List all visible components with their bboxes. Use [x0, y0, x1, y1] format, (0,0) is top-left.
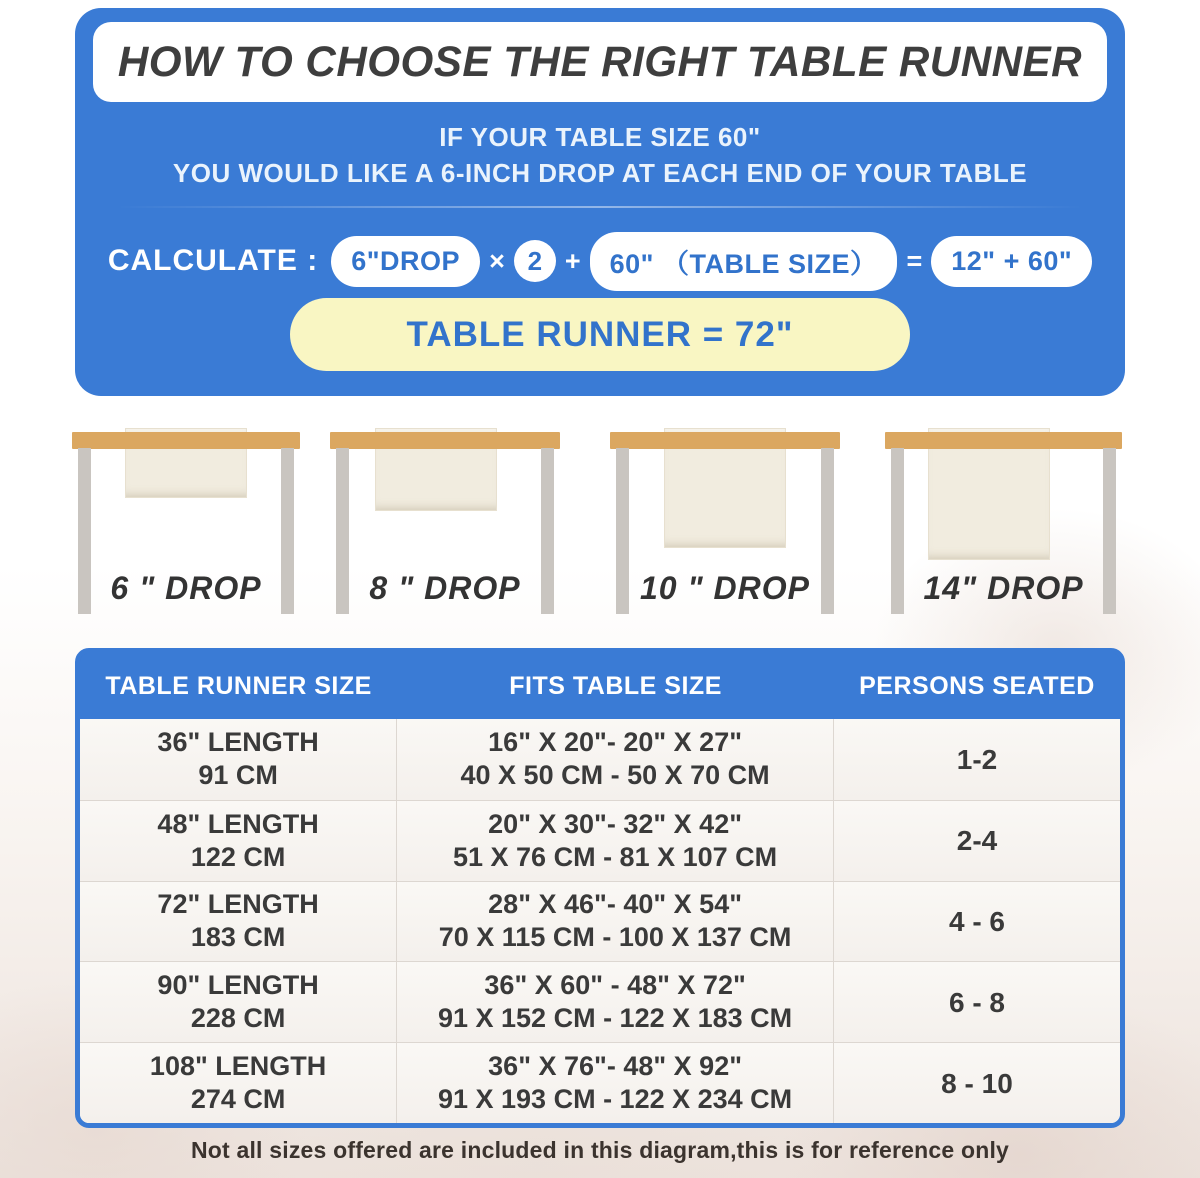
multiply-sign: × — [489, 245, 505, 276]
runner-size-cell — [80, 800, 397, 881]
table-size-pill: 60" （TABLE SIZE） — [590, 232, 898, 291]
runner-size-cm: 274 CM — [190, 1084, 286, 1115]
tabletop — [330, 432, 560, 449]
page-title: HOW TO CHOOSE THE RIGHT TABLE RUNNER — [117, 37, 1083, 86]
title-banner — [93, 22, 1107, 102]
drop-figure-8in — [330, 425, 560, 653]
runner-size-inches: 90" LENGTH — [157, 970, 319, 1001]
size-chart-body — [80, 719, 1120, 1123]
size-chart-header — [80, 653, 1120, 719]
subtitle-line-1: IF YOUR TABLE SIZE 60" — [439, 122, 761, 152]
persons-value: 4 - 6 — [948, 905, 1005, 937]
fits-size-cm: 51 X 76 CM - 81 X 107 CM — [453, 841, 778, 872]
sum-pill: 12" + 60" — [931, 236, 1092, 287]
fits-size-cm: 91 X 152 CM - 122 X 183 CM — [437, 1003, 793, 1034]
drop-figure-6in — [72, 425, 300, 653]
drop-figure-10in — [610, 425, 840, 653]
plus-sign: + — [564, 245, 581, 276]
fits-size-inches: 20" X 30"- 32" X 42" — [488, 808, 743, 839]
fits-size-cell — [397, 1042, 834, 1123]
runner-size-cell — [80, 719, 397, 800]
drop-label: 14" DROP — [923, 570, 1084, 606]
runner-size-cm: 91 CM — [198, 760, 278, 791]
persons-value: 1-2 — [956, 743, 998, 775]
fits-size-cm: 70 X 115 CM - 100 X 137 CM — [438, 922, 792, 953]
runner-size-cm: 122 CM — [190, 841, 286, 872]
header-fits-table-size: FITS TABLE SIZE — [509, 671, 722, 700]
persons-value: 2-4 — [956, 825, 998, 857]
fits-size-inches: 36" X 76"- 48" X 92" — [488, 1051, 743, 1082]
fits-size-inches: 16" X 20"- 20" X 27" — [488, 727, 743, 758]
runner-size-cell — [80, 1042, 397, 1123]
calculation-row — [75, 232, 1125, 290]
tabletop — [610, 432, 840, 449]
persons-cell — [834, 1042, 1120, 1123]
fits-size-cell — [397, 719, 834, 800]
fits-size-cell — [397, 881, 834, 962]
drop-label: 10 " DROP — [640, 570, 810, 606]
persons-cell — [834, 881, 1120, 962]
runner-size-inches: 36" LENGTH — [157, 727, 319, 758]
persons-cell — [834, 719, 1120, 800]
hero-divider — [117, 206, 1083, 208]
drop-label: 6 " DROP — [110, 570, 262, 606]
header-runner-size: TABLE RUNNER SIZE — [105, 671, 372, 700]
runner-size-cell — [80, 881, 397, 962]
fits-size-cm: 91 X 193 CM - 122 X 234 CM — [437, 1084, 793, 1115]
equals-sign: = — [906, 245, 923, 276]
runner-size-cm: 183 CM — [190, 922, 286, 953]
drop-label: 8 " DROP — [369, 570, 521, 606]
hero-panel — [75, 8, 1125, 396]
fits-size-inches: 28" X 46"- 40" X 54" — [488, 889, 743, 920]
persons-value: 6 - 8 — [948, 986, 1005, 1018]
footer-note: Not all sizes offered are included in this diagram,this is for reference only — [190, 1137, 1010, 1163]
fits-size-cell — [397, 800, 834, 881]
persons-cell — [834, 800, 1120, 881]
header-persons-seated: PERSONS SEATED — [859, 671, 1095, 700]
tabletop — [885, 432, 1122, 449]
fits-size-cell — [397, 961, 834, 1042]
drop-value-pill: 6"DROP — [331, 236, 480, 287]
runner-size-inches: 48" LENGTH — [157, 808, 319, 839]
fits-size-inches: 36" X 60" - 48" X 72" — [484, 970, 746, 1001]
tabletop — [72, 432, 300, 449]
runner-size-inches: 108" LENGTH — [149, 1051, 327, 1082]
drop-figure-14in — [885, 425, 1122, 653]
multiplier-badge: 2 — [514, 240, 556, 282]
runner-size-cell — [80, 961, 397, 1042]
subtitle-line-2: YOU WOULD LIKE A 6-INCH DROP AT EACH END OF YOUR TABLE — [172, 158, 1028, 188]
persons-value: 8 - 10 — [941, 1067, 1013, 1099]
runner-result-pill: TABLE RUNNER = 72" — [290, 298, 910, 371]
runner-size-inches: 72" LENGTH — [157, 889, 319, 920]
size-chart-panel — [75, 648, 1125, 1128]
persons-cell — [834, 961, 1120, 1042]
calculate-label: CALCULATE : — [107, 244, 319, 277]
runner-size-cm: 228 CM — [190, 1003, 286, 1034]
fits-size-cm: 40 X 50 CM - 50 X 70 CM — [460, 760, 770, 791]
